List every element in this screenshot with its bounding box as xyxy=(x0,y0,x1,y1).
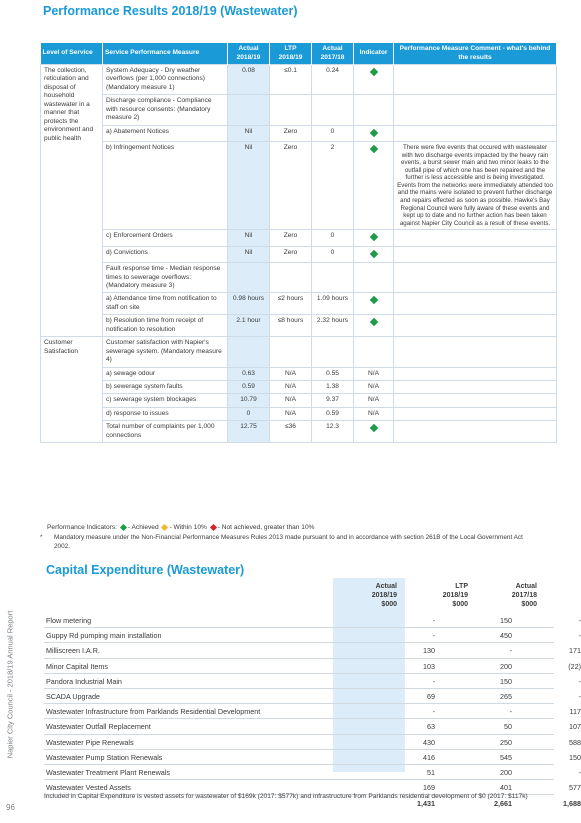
comment-cell xyxy=(394,394,557,407)
capex-actual-1718: - xyxy=(578,631,581,641)
ltp-cell: N/A xyxy=(270,367,312,380)
ltp-cell: N/A xyxy=(270,407,312,420)
measure-cell: b) Resolution time from receipt of notification to resolution xyxy=(103,315,228,337)
actual-1819-cell xyxy=(228,337,270,367)
measure-cell: d) response to issues xyxy=(103,407,228,420)
ltp-cell: Zero xyxy=(270,142,312,230)
page-number: 96 xyxy=(6,803,15,812)
measure-cell: b) Infringement Notices xyxy=(103,142,228,230)
footnote-star: * xyxy=(40,534,43,541)
not-achieved-diamond-icon xyxy=(210,524,217,531)
achieved-diamond-icon xyxy=(369,296,377,304)
actual-1718-cell: 2 xyxy=(312,142,354,230)
ltp-cell: N/A xyxy=(270,394,312,407)
capex-ltp-1819: 150 xyxy=(500,676,512,686)
actual-1718-cell xyxy=(312,337,354,367)
capex-item-label: SCADA Upgrade xyxy=(46,692,100,701)
measure-cell: Customer satisfaction with Napier's sewerage system. (Mandatory measure 4) xyxy=(103,337,228,367)
achieved-diamond-icon xyxy=(369,424,377,432)
footnote-text: Mandatory measure under the Non-Financial Performance Measures Rules 2013 made pursuant to and in accordance with section 261B of the Local Government Act 2002. xyxy=(54,534,523,550)
capex-col-actual-1718 xyxy=(487,582,537,609)
achieved-diamond-icon xyxy=(369,68,377,76)
capex-actual-1819: 416 xyxy=(423,752,435,762)
indicator-cell: N/A xyxy=(354,407,394,420)
capex-actual-1718: - xyxy=(578,616,581,625)
capex-actual-1819: - xyxy=(432,676,435,686)
actual-1718-cell: 1.38 xyxy=(312,380,354,393)
header-actual-1819: Actual 2018/19 xyxy=(228,43,270,65)
measure-cell: Discharge compliance - Compliance with resource consents: (Mandatory measure 2) xyxy=(103,95,228,125)
capex-row xyxy=(44,659,581,673)
actual-1718-cell xyxy=(312,263,354,293)
actual-1819-cell: Nil xyxy=(228,142,270,230)
comment-cell xyxy=(394,380,557,393)
indicator-cell xyxy=(354,246,394,262)
indicator-cell xyxy=(354,337,394,367)
actual-1819-cell: Nil xyxy=(228,246,270,262)
capex-ltp-1819: - xyxy=(509,707,512,717)
table-row xyxy=(41,95,557,125)
actual-1819-cell xyxy=(228,263,270,293)
capex-item-label: Wastewater Treatment Plant Renewals xyxy=(46,768,170,777)
capex-item-label: Wastewater Pipe Renewals xyxy=(46,737,134,747)
capex-actual-1718: - xyxy=(578,676,581,686)
capex-item-label: Minor Capital Items xyxy=(46,661,108,671)
header-comment: Performance Measure Comment - what's behind the results xyxy=(394,43,557,65)
capex-row xyxy=(44,704,581,718)
achieved-diamond-icon xyxy=(369,233,377,241)
actual-1718-cell: 0.59 xyxy=(312,407,354,420)
capex-row xyxy=(44,628,581,642)
capex-item-label: Wastewater Infrastructure from Parklands Residential Development xyxy=(46,707,261,717)
capex-item-label: Milliscreen I.A.R. xyxy=(46,646,100,656)
capex-actual-1718: 107 xyxy=(569,722,581,732)
actual-1819-cell: 0.98 hours xyxy=(228,293,270,315)
actual-1718-cell: 12.3 xyxy=(312,421,354,443)
capex-row xyxy=(44,689,581,703)
capex-actual-1819: 51 xyxy=(427,768,435,777)
capex-item-label: Guppy Rd pumping main installation xyxy=(46,631,162,641)
achieved-diamond-icon xyxy=(369,318,377,326)
header-measure: Service Performance Measure xyxy=(103,43,228,65)
comment-cell: There were five events that occured with wastewater with two discharge events impacted by the heavy rain events, a burst sewer main and two minor leaks to the outfall pipe of which one has been repaired and the further is less accessible and is being investigated. Events from the networks were immediately attended too and the mains were isolated to prevent further discharge and repairs effected as soon as possible. Hawke's Bay Regional Council were fully aware of these events and kept up to date and no further action has been taken against Napier City Council as a result of these events. xyxy=(394,142,557,230)
capex-row xyxy=(44,765,581,779)
achieved-diamond-icon xyxy=(120,524,127,531)
actual-1718-cell: 1.09 hours xyxy=(312,293,354,315)
capex-ltp-1819: 200 xyxy=(500,768,512,777)
capex-row xyxy=(44,643,581,657)
ltp-cell: ≤2 hours xyxy=(270,293,312,315)
measure-cell: Total number of complaints per 1,000 connections xyxy=(103,421,228,443)
capex-actual-1718: 150 xyxy=(569,752,581,762)
report-title-vertical: Napier City Council - 2018/19 Annual Report xyxy=(5,610,15,759)
actual-1718-cell: 0 xyxy=(312,125,354,141)
capex-actual-1819: 103 xyxy=(423,661,435,671)
ltp-cell: ≤0.1 xyxy=(270,65,312,95)
table-row xyxy=(41,407,557,420)
measure-cell: a) sewage odour xyxy=(103,367,228,380)
ltp-cell xyxy=(270,263,312,293)
comment-cell xyxy=(394,95,557,125)
actual-1718-cell: 9.37 xyxy=(312,394,354,407)
col-head-line: Actual xyxy=(515,583,537,590)
capex-col-ltp-1819 xyxy=(418,582,468,609)
capex-actual-1819: 69 xyxy=(427,692,435,701)
capex-note: Included in Capital Expenditure is vested assets for wastewater of $169k (2017: $577k) and infrastructure from Parklands residential development of $0 (2017: $117k) xyxy=(44,793,528,800)
ltp-cell: Zero xyxy=(270,230,312,246)
capex-ltp-1819: 265 xyxy=(500,692,512,701)
capex-ltp-1819: 250 xyxy=(500,737,512,747)
ltp-cell: Zero xyxy=(270,246,312,262)
table-row xyxy=(41,246,557,262)
col-head-line: $000 xyxy=(452,601,468,609)
col-head-line: LTP xyxy=(455,583,468,590)
side-caption xyxy=(4,590,18,790)
capex-col-actual-1819 xyxy=(345,582,397,609)
ltp-cell: Zero xyxy=(270,125,312,141)
actual-1718-cell: 0.24 xyxy=(312,65,354,95)
achieved-diamond-icon xyxy=(369,145,377,153)
performance-table xyxy=(40,43,557,443)
actual-1819-cell xyxy=(228,95,270,125)
capex-ltp-1819: 401 xyxy=(500,783,512,793)
capex-row xyxy=(44,613,581,627)
actual-1819-cell: 10.79 xyxy=(228,394,270,407)
capex-total-ltp-1819: 2,661 xyxy=(494,799,512,809)
header-ltp-1819: LTP 2018/19 xyxy=(270,43,312,65)
indicator-cell: N/A xyxy=(354,367,394,380)
actual-1819-cell: 0 xyxy=(228,407,270,420)
indicator-cell xyxy=(354,263,394,293)
comment-cell xyxy=(394,246,557,262)
capex-actual-1819: - xyxy=(432,631,435,641)
comment-cell xyxy=(394,263,557,293)
measure-cell: d) Convictions xyxy=(103,246,228,262)
within-diamond-icon xyxy=(161,524,168,531)
comment-cell xyxy=(394,293,557,315)
indicator-cell xyxy=(354,315,394,337)
table-row xyxy=(41,421,557,443)
ltp-cell xyxy=(270,95,312,125)
measure-cell: System Adequacy - Dry weather overflows (per 1,000 connections) (Mandatory measure 1) xyxy=(103,65,228,95)
measure-cell: c) sewerage system blockages xyxy=(103,394,228,407)
capex-ltp-1819: 150 xyxy=(500,616,512,625)
capex-actual-1819: 130 xyxy=(423,646,435,656)
capex-item-label: Flow metering xyxy=(46,616,92,625)
ltp-cell xyxy=(270,337,312,367)
table-row xyxy=(41,230,557,246)
comment-cell xyxy=(394,337,557,367)
comment-cell xyxy=(394,421,557,443)
measure-cell: c) Enforcement Orders xyxy=(103,230,228,246)
actual-1819-cell: Nil xyxy=(228,230,270,246)
actual-1819-cell: 0.63 xyxy=(228,367,270,380)
table-row xyxy=(41,293,557,315)
capex-actual-1718: 171 xyxy=(569,646,581,656)
table-row xyxy=(41,65,557,95)
comment-cell xyxy=(394,407,557,420)
col-head-line: $000 xyxy=(521,601,537,609)
capex-ltp-1819: 450 xyxy=(500,631,512,641)
capex-actual-1819: - xyxy=(432,707,435,717)
indicator-cell xyxy=(354,95,394,125)
actual-1819-cell: 2.1 hour xyxy=(228,315,270,337)
measure-cell: b) sewerage system faults xyxy=(103,380,228,393)
ltp-cell: N/A xyxy=(270,380,312,393)
indicator-cell xyxy=(354,293,394,315)
capex-actual-1819: - xyxy=(432,616,435,625)
capex-item-label: Pandora Industrial Main xyxy=(46,676,122,686)
capex-item-label: Wastewater Vested Assets xyxy=(46,783,131,793)
table-row xyxy=(41,394,557,407)
table-row xyxy=(41,315,557,337)
capex-total-actual-1718: 1,688 xyxy=(563,799,581,809)
capex-actual-1718: - xyxy=(578,692,581,701)
table-row xyxy=(41,125,557,141)
actual-1819-cell: 0.59 xyxy=(228,380,270,393)
indicator-cell xyxy=(354,125,394,141)
indicator-cell: N/A xyxy=(354,394,394,407)
capex-actual-1718: 588 xyxy=(569,737,581,747)
legend-not-achieved: - Not achieved, greater than 10% xyxy=(217,524,315,531)
ltp-cell: ≤36 xyxy=(270,421,312,443)
actual-1718-cell: 0.55 xyxy=(312,367,354,380)
comment-cell xyxy=(394,65,557,95)
header-indicator: Indicator xyxy=(354,43,394,65)
capex-ltp-1819: 200 xyxy=(500,661,512,671)
capex-title: Capital Expenditure (Wastewater) xyxy=(46,563,245,577)
col-head-line: 2017/18 xyxy=(511,592,537,600)
table-header-row xyxy=(41,43,557,65)
legend-within: - Within 10% xyxy=(169,524,207,531)
col-head-line: Actual xyxy=(375,583,397,590)
actual-1819-cell: 0.08 xyxy=(228,65,270,95)
table-row xyxy=(41,380,557,393)
legend-prefix: Performance Indicators: xyxy=(47,524,117,531)
comment-cell xyxy=(394,125,557,141)
comment-cell xyxy=(394,230,557,246)
capex-actual-1718: (22) xyxy=(568,661,581,671)
comment-cell xyxy=(394,367,557,380)
measure-cell: a) Attendance time from notification to staff on site xyxy=(103,293,228,315)
table-row xyxy=(41,142,557,230)
capex-ltp-1819: 50 xyxy=(504,722,512,732)
mandatory-footnote xyxy=(40,534,540,551)
header-actual-1718: Actual 2017/18 xyxy=(312,43,354,65)
indicator-cell: N/A xyxy=(354,380,394,393)
capex-row xyxy=(44,735,581,749)
capex-actual-1718: - xyxy=(578,768,581,777)
level-of-service-cell: Customer Satisfaction xyxy=(41,337,103,443)
capex-actual-1819: 430 xyxy=(423,737,435,747)
achieved-diamond-icon xyxy=(369,249,377,257)
capex-actual-1718: 577 xyxy=(569,783,581,793)
indicator-cell xyxy=(354,421,394,443)
capex-actual-1819: 63 xyxy=(427,722,435,732)
capex-row xyxy=(44,674,581,688)
capex-total-actual-1819: 1,431 xyxy=(417,799,435,809)
actual-1718-cell: 0 xyxy=(312,246,354,262)
capex-row xyxy=(44,750,581,764)
actual-1819-cell: Nil xyxy=(228,125,270,141)
performance-legend xyxy=(47,524,314,531)
ltp-cell: ≤8 hours xyxy=(270,315,312,337)
col-head-line: 2018/19 xyxy=(371,592,397,600)
actual-1819-cell: 12.75 xyxy=(228,421,270,443)
measure-cell: Fault response time - Median response times to sewerage overflows: (Mandatory measure 3) xyxy=(103,263,228,293)
table-row xyxy=(41,263,557,293)
performance-title: Performance Results 2018/19 (Wastewater) xyxy=(43,4,298,18)
actual-1718-cell: 0 xyxy=(312,230,354,246)
measure-cell: a) Abatement Notices xyxy=(103,125,228,141)
indicator-cell xyxy=(354,65,394,95)
col-head-line: $000 xyxy=(381,601,397,609)
capex-ltp-1819: 545 xyxy=(500,752,512,762)
actual-1718-cell xyxy=(312,95,354,125)
indicator-cell xyxy=(354,142,394,230)
capex-ltp-1819: - xyxy=(509,646,512,656)
capex-actual-1718: 117 xyxy=(569,707,581,717)
level-of-service-cell: The collection, reticulation and disposal of household wastewater in a manner that protects the environment and public health xyxy=(41,65,103,337)
capex-item-label: Wastewater Pump Station Renewals xyxy=(46,752,163,762)
indicator-cell xyxy=(354,230,394,246)
table-row xyxy=(41,367,557,380)
header-level: Level of Service xyxy=(41,43,103,65)
achieved-diamond-icon xyxy=(369,128,377,136)
capex-item-label: Wastewater Outfall Replacement xyxy=(46,722,151,732)
capex-actual-1819: 169 xyxy=(423,783,435,793)
comment-cell xyxy=(394,315,557,337)
actual-1718-cell: 2.32 hours xyxy=(312,315,354,337)
table-row xyxy=(41,337,557,367)
col-head-line: 2018/19 xyxy=(442,592,468,600)
legend-achieved: - Achieved xyxy=(127,524,159,531)
capex-row xyxy=(44,719,581,733)
